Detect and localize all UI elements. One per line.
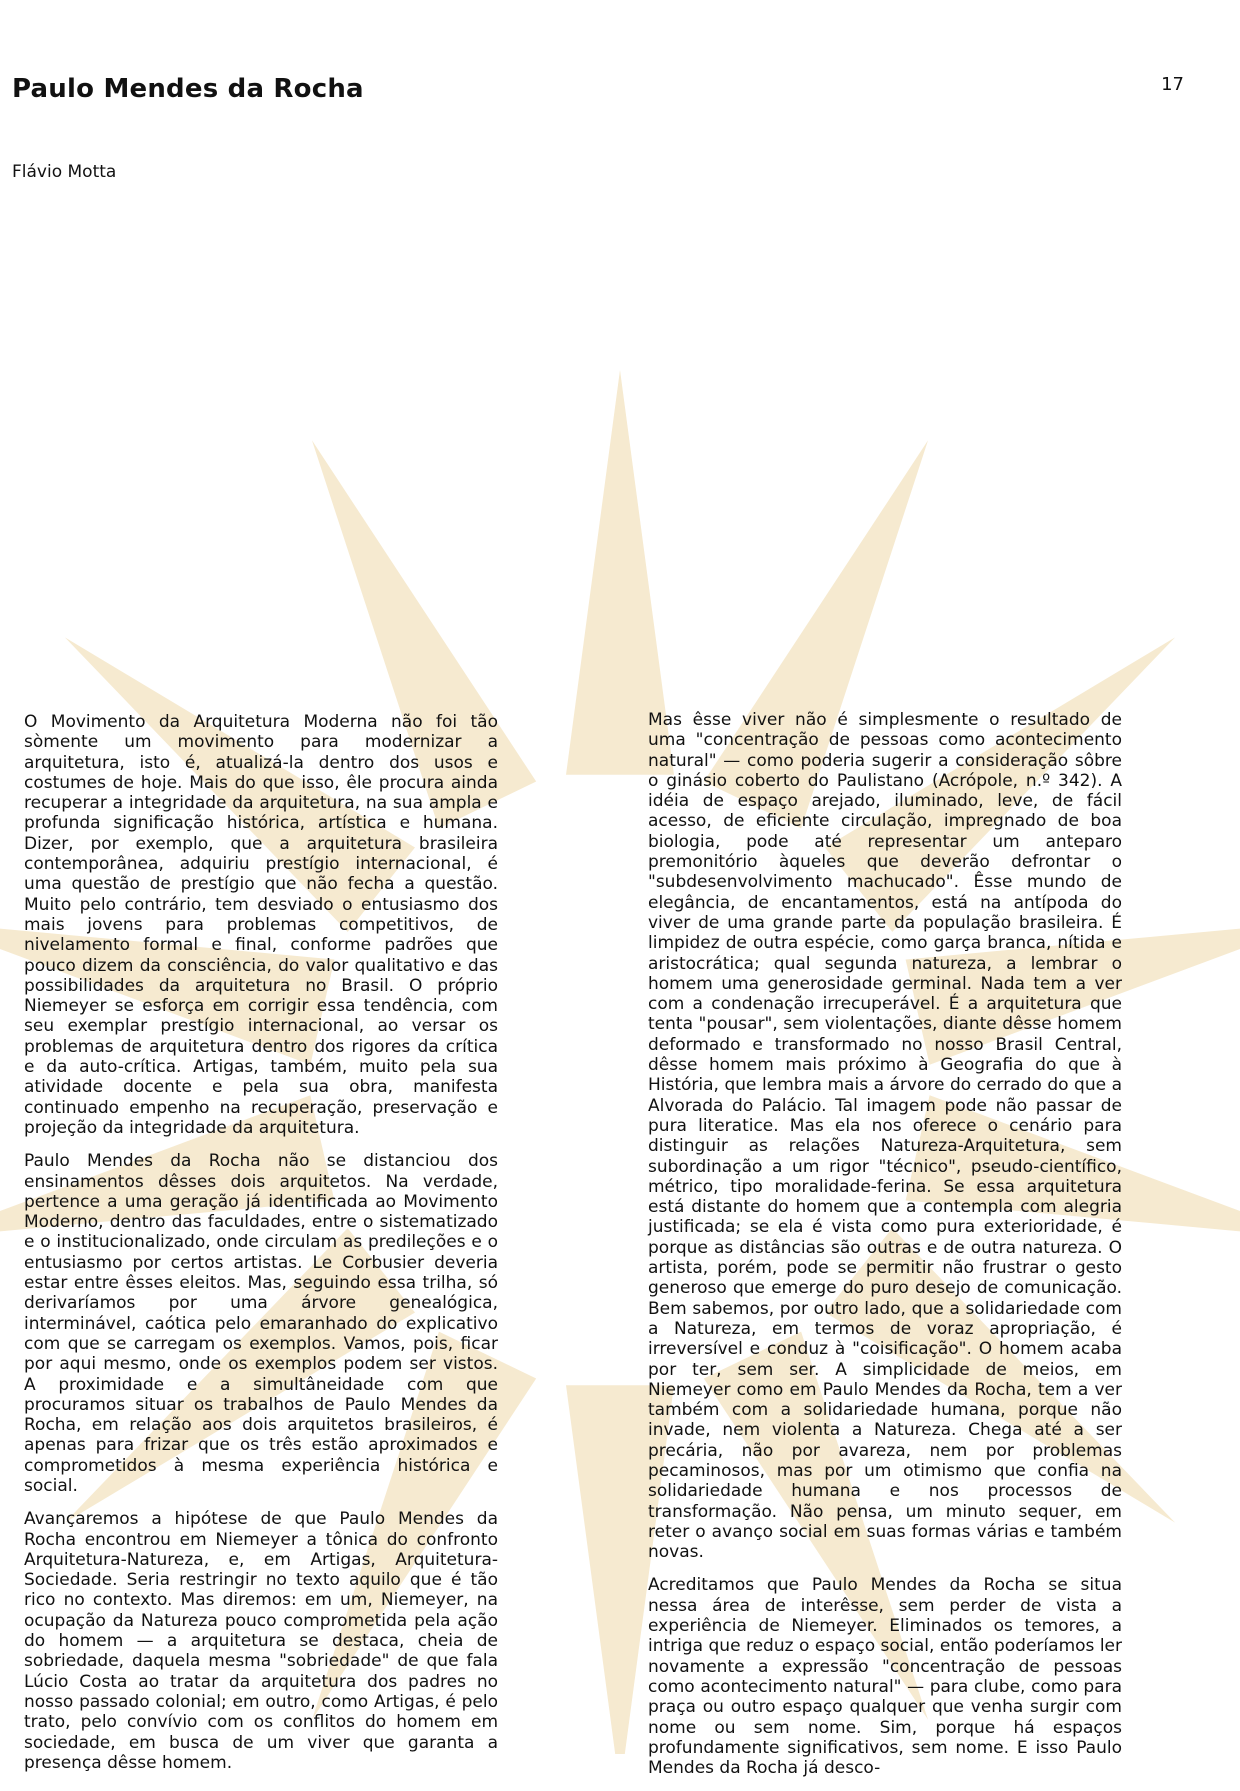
left-column: [24, 712, 498, 1786]
paragraph: Mas êsse viver não é simplesmente o resultado de uma "concentração de pessoas como acontecimento natural" — como poderia sugerir a consideração sôbre o ginásio coberto do Paulistano (Acrópole, n.º 342). A idéia de espaço arejado, iluminado, leve, de fácil acesso, de eficiente circulação, impregnado de boa biologia, pode até representar um anteparo premonitório àqueles que deverão defrontar o "subdesenvolvimento machucado". Êsse mundo de elegância, de encantamentos, está na antípoda do viver de uma grande parte da população brasileira. É limpidez de outra espécie, como garça branca, nítida e aristocrática; qual segunda natureza, a lembrar o homem uma generosidade germinal. Nada tem a ver com a condenação irrecuperável. É a arquitetura que tenta "pousar", sem violentações, diante dêsse homem deformado e transformado no nosso Brasil Central, dêsse homem mais próximo à Geografia do que à História, que lembra mais a árvore do cerrado do que a Alvorada do Palácio. Tal imagem pode não passar de pura literatice. Mas ela nos oferece o cenário para distinguir as relações Natureza-Arquitetura, sem subordinação a um rigor "técnico", pseudo-científico, métrico, tipo moralidade-ferina. Se essa arquitetura está distante do homem que a contempla com alegria justificada; se ela é vista como pura exterioridade, é porque as distâncias são outras e de outra natureza. O artista, porém, pode se permitir não frustrar o gesto generoso que emerge do puro desejo de comunicação. Bem sabemos, por outro lado, que a solidariedade com a Natureza, em termos de voraz apropriação, é irreversível e conduz à "coisificação". O homem acaba por ter, sem ser. A simplicidade de meios, em Niemeyer como em Paulo Mendes da Rocha, tem a ver também com a solidariedade humana, porque não invade, nem violenta a Natureza. Chega até a ser precária, não por avareza, nem por problemas pecaminosos, mas por um otimismo que confia na solidariedade humana e nos processos de transformação. Não pensa, um minuto sequer, em reter o avanço social em suas formas várias e também novas.: [648, 710, 1122, 1563]
paragraph: O Movimento da Arquitetura Moderna não foi tão sòmente um movimento para modernizar a arquitetura, isto é, atualizá-la dentro dos usos e costumes de hoje. Mais do que isso, êle procura ainda recuperar a integridade da arquitetura, na sua ampla e profunda significação histórica, artística e humana. Dizer, por exemplo, que a arquitetura brasileira contemporânea, adquiriu prestígio internacional, é uma questão de prestígio que não fecha a questão. Muito pelo contrário, tem desviado o entusiasmo dos mais jovens para problemas competitivos, de nivelamento formal e final, conforme padrões que pouco dizem da consciência, do valor qualitativo e das possibilidades da arquitetura no Brasil. O próprio Niemeyer se esforça em corrigir essa tendência, com seu exemplar prestígio internacional, ao versar os problemas de arquitetura dentro dos rigores da crítica e da auto-crítica. Artigas, também, muito pela sua atividade docente e pela sua obra, manifesta continuado empenho na recuperação, preservação e projeção da integridade da arquitetura.: [24, 712, 498, 1138]
author-name: Flávio Motta: [12, 162, 117, 182]
page-number: 17: [1161, 74, 1184, 95]
right-column: [648, 710, 1122, 1791]
article-title: Paulo Mendes da Rocha: [12, 74, 364, 104]
paragraph: Acreditamos que Paulo Mendes da Rocha se situa nessa área de interêsse, sem perder de vista a experiência de Niemeyer. Eliminados os temores, a intriga que reduz o espaço social, então poderíamos ler novamente a expressão "concentração de pessoas como acontecimento natural" — para clube, como para praça ou outro espaço qualquer que venha surgir com nome ou sem nome. Sim, porque há espaços profundamente significativos, sem nome. E isso Paulo Mendes da Rocha já desco-: [648, 1575, 1122, 1779]
paragraph: Avançaremos a hipótese de que Paulo Mendes da Rocha encontrou em Niemeyer a tônica do confronto Arquitetura-Natureza, e, em Artigas, Arquitetura-Sociedade. Seria restringir no texto aquilo que é tão rico no contexto. Mas diremos: em um, Niemeyer, na ocupação da Natureza pouco comprometida pela ação do homem — a arquitetura se destaca, cheia de sobriedade, daquela mesma "sobriedade" de que fala Lúcio Costa ao tratar da arquitetura dos padres no nosso passado colonial; em outro, como Artigas, é pelo trato, pelo convívio com os conflitos do homem em sociedade, em busca de um viver que garanta a presença dêsse homem.: [24, 1509, 498, 1773]
paragraph: Paulo Mendes da Rocha não se distanciou dos ensinamentos dêsses dois arquitetos. Na verdade, pertence a uma geração já identificada ao Movimento Moderno, dentro das faculdades, entre o sistematizado e o institucionalizado, onde circulam as predileções e o entusiasmo por certos artistas. Le Corbusier deveria estar entre êsses eleitos. Mas, seguindo essa trilha, só derivaríamos por uma árvore genealógica, interminável, caótica pelo emaranhado do explicativo com que se carregam os exemplos. Vamos, pois, ficar por aqui mesmo, onde os exemplos podem ser vistos. A proximidade e a simultâneidade com que procuramos situar os trabalhos de Paulo Mendes da Rocha, em relação aos dois arquitetos brasileiros, é apenas para frizar que os três estão aproximados e comprometidos à mesma experiência histórica e social.: [24, 1151, 498, 1496]
